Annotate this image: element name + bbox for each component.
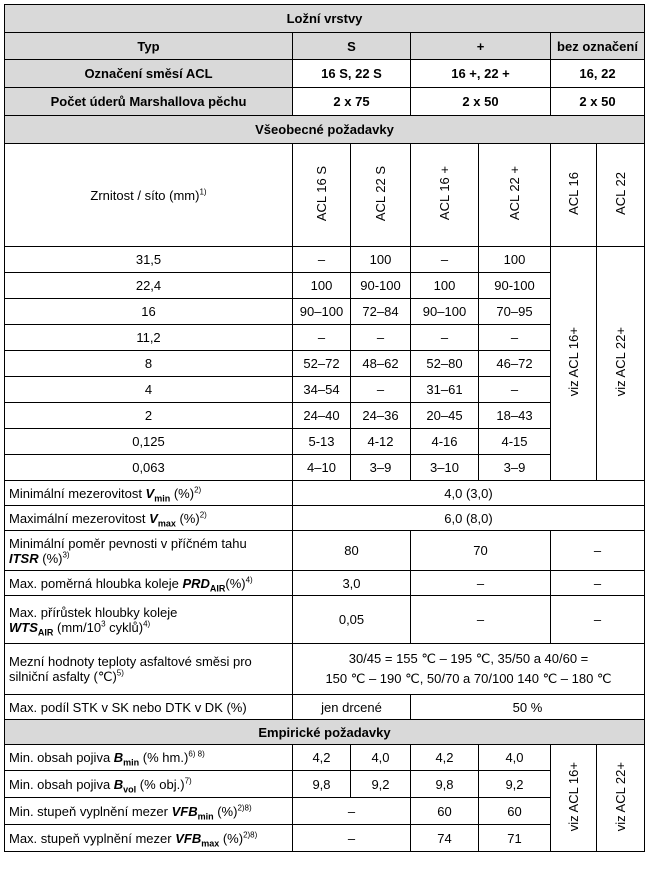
sieve-row [5,273,645,299]
sieve-value: 48–62 [351,351,411,377]
col-acl22: ACL 22 [597,144,645,247]
sieve-row [5,455,645,481]
sieve-value: 18–43 [479,403,551,429]
sieve-value: 90–100 [411,299,479,325]
itsr-plus: 70 [411,531,551,571]
sieve-size: 0,125 [5,429,293,455]
bvol-acl22s: 9,2 [351,771,411,798]
sieve-value: – [351,325,411,351]
sieve-row [5,325,645,351]
sieve-row [5,429,645,455]
stk-label: Max. podíl STK v SK nebo DTK v DK (%) [5,695,293,720]
vfbmax-label: Max. stupeň vyplnění mezer $VFB_{max}$ (%)$^{2)8)}$ [5,825,293,852]
prd-plus: – [411,571,551,596]
mix-plus: 16 +, 22 + [411,60,551,88]
sieve-value: 34–54 [293,377,351,403]
bvol-acl22plus: 9,2 [479,771,551,798]
stk-other: 50 % [411,695,645,720]
sieve-value: 100 [293,273,351,299]
sieve-value: 3–10 [411,455,479,481]
table-title: Ložní vrstvy [5,5,645,33]
sieve-value: 4–10 [293,455,351,481]
vfbmin-s: – [293,798,411,825]
bvol-label: Min. obsah pojiva $B_{vol}$ (% obj.)$^{7)}$ [5,771,293,798]
temp-value: 30/45 = 155 ℃ – 195 ℃, 35/50 a 40/60 = 150 ℃ – 190 ℃, 50/70 a 70/100 140 ℃ – 180 ℃ [293,644,645,695]
prd-s: 3,0 [293,571,411,596]
sieve-value: 52–72 [293,351,351,377]
vfbmax-s: – [293,825,411,852]
col-acl16s: ACL 16 S [293,144,351,247]
mix-label: Označení směsí ACL [5,60,293,88]
bmin-acl22plus: 4,0 [479,745,551,771]
sieve-value: 20–45 [411,403,479,429]
sieve-value: – [411,247,479,273]
vfbmax-acl16plus: 74 [411,825,479,852]
sieve-size: 22,4 [5,273,293,299]
empirical-title: Empirické požadavky [5,720,645,745]
vmin-label: Minimální mezerovitost $V_{min}$ (%)$^{2)}$ [5,481,293,506]
sieve-size: 4 [5,377,293,403]
sieve-value: 72–84 [351,299,411,325]
temp-label: Mezní hodnoty teploty asfaltové směsi pro silniční asfalty (℃)$^{5)}$ [5,644,293,695]
stk-s: jen drcené [293,695,411,720]
mix-none: 16, 22 [551,60,645,88]
sieve-value: 24–36 [351,403,411,429]
mix-s: 16 S, 22 S [293,60,411,88]
sieve-value: 4-12 [351,429,411,455]
sieve-value: – [411,325,479,351]
sieve-value: 31–61 [411,377,479,403]
sieve-value: 3–9 [479,455,551,481]
grading-see-acl16: viz ACL 16+ [551,247,597,481]
vmax-value: 6,0 (8,0) [293,506,645,531]
sieve-value: 90-100 [479,273,551,299]
blows-none: 2 x 50 [551,88,645,116]
vfbmin-acl16plus: 60 [411,798,479,825]
sieve-row [5,299,645,325]
general-title: Všeobecné požadavky [5,116,645,144]
bmin-label: Min. obsah pojiva $B_{min}$ (% hm.)$^{6) 8)}$ [5,745,293,771]
vfbmin-acl22plus: 60 [479,798,551,825]
sieve-value: 24–40 [293,403,351,429]
sieve-value: – [293,247,351,273]
sieve-value: – [351,377,411,403]
prd-label: Max. poměrná hloubka koleje $PRD_{AIR}(\%)^{4)}$ [5,571,293,596]
blows-s: 2 x 75 [293,88,411,116]
wts-none: – [551,596,645,644]
sieve-row [5,403,645,429]
vmin-value: 4,0 (3,0) [293,481,645,506]
sieve-row [5,377,645,403]
prd-none: – [551,571,645,596]
sieve-value: 70–95 [479,299,551,325]
col-acl22plus: ACL 22 + [479,144,551,247]
bmin-acl16plus: 4,2 [411,745,479,771]
wts-label: Max. přírůstek hloubky koleje $WTS_{AIR}$ ($mm/10^3$ cyklů)$^{4)}$ [5,596,293,644]
type-s: S [293,33,411,60]
blows-plus: 2 x 50 [411,88,551,116]
type-plus: + [411,33,551,60]
vfbmax-acl22plus: 71 [479,825,551,852]
sieve-value: 5-13 [293,429,351,455]
emp-see-acl22: viz ACL 22+ [597,745,645,852]
sieve-size: 11,2 [5,325,293,351]
col-acl16: ACL 16 [551,144,597,247]
sieve-value: – [293,325,351,351]
sieve-size: 8 [5,351,293,377]
sieve-value: – [479,377,551,403]
requirements-table [4,4,645,852]
emp-see-acl16: viz ACL 16+ [551,745,597,852]
itsr-none: – [551,531,645,571]
sieve-size: 31,5 [5,247,293,273]
sieve-row [5,247,645,273]
sieve-value: 4-16 [411,429,479,455]
grading-label: Zrnitost / síto (mm)$^{1)}$ [5,144,293,247]
bvol-acl16s: 9,8 [293,771,351,798]
sieve-value: 52–80 [411,351,479,377]
sieve-size: 16 [5,299,293,325]
wts-s: 0,05 [293,596,411,644]
sieve-value: 46–72 [479,351,551,377]
sieve-value: 100 [479,247,551,273]
sieve-value: 100 [351,247,411,273]
type-none: bez označení [551,33,645,60]
wts-plus: – [411,596,551,644]
bvol-acl16plus: 9,8 [411,771,479,798]
sieve-value: 90–100 [293,299,351,325]
bmin-acl16s: 4,2 [293,745,351,771]
sieve-size: 2 [5,403,293,429]
sieve-row [5,351,645,377]
vfbmin-label: Min. stupeň vyplnění mezer $VFB_{min}$ (%)$^{2)8)}$ [5,798,293,825]
sieve-value: – [479,325,551,351]
vmax-label: Maximální mezerovitost $V_{max}$ (%)$^{2)}$ [5,506,293,531]
bmin-acl22s: 4,0 [351,745,411,771]
sieve-value: 4-15 [479,429,551,455]
blows-label: Počet úderů Marshallova pěchu [5,88,293,116]
col-acl22s: ACL 22 S [351,144,411,247]
typ-label: Typ [5,33,293,60]
sieve-value: 3–9 [351,455,411,481]
col-acl16plus: ACL 16 + [411,144,479,247]
sieve-value: 90-100 [351,273,411,299]
grading-see-acl22: viz ACL 22+ [597,247,645,481]
sieve-size: 0,063 [5,455,293,481]
sieve-value: 100 [411,273,479,299]
itsr-label: Minimální poměr pevnosti v příčném tahu ITSR (%)$^{3)}$ [5,531,293,571]
itsr-s: 80 [293,531,411,571]
